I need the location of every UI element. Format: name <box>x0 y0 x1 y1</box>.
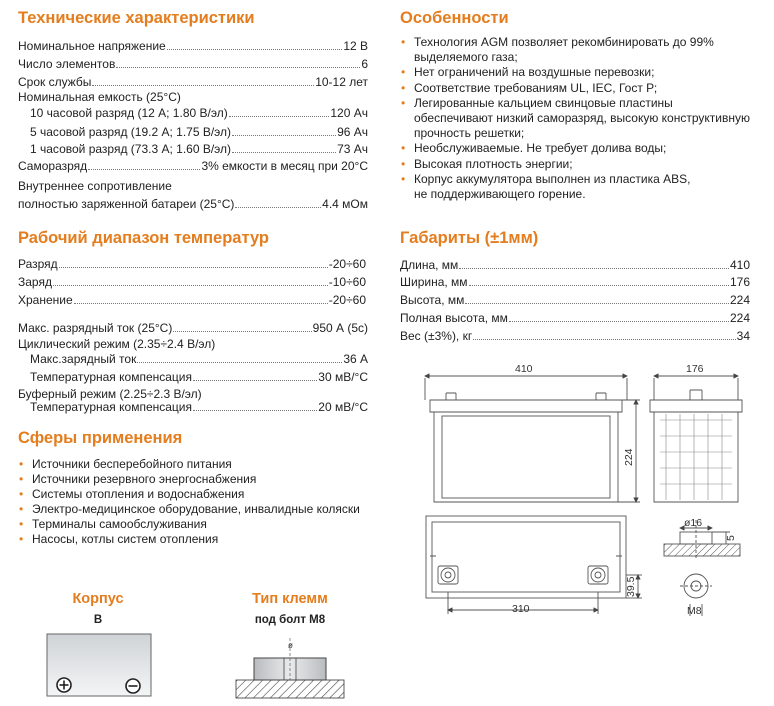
spec-row <box>18 73 368 89</box>
list-item: • Электро-медицинское оборудование, инвалидные коляски <box>18 502 360 517</box>
specs-title: Технические характеристики <box>18 9 255 27</box>
temp-value: 950 А (5с) <box>312 321 368 335</box>
dims-label: Полная высота, мм <box>400 311 508 325</box>
list-item: • Системы отопления и водоснабжения <box>18 487 360 502</box>
temp-label: Температурная компенсация <box>30 370 192 384</box>
dims-row <box>400 273 750 289</box>
temp-label: Хранение <box>18 293 73 307</box>
temp-row <box>18 273 366 289</box>
temp-value: 20 мВ/°С <box>318 400 368 414</box>
list-item: • Источники бесперебойного питания <box>18 457 360 472</box>
spec-label: Саморазряд <box>18 159 88 173</box>
list-item-continuation: обеспечивают низкий саморазряд, высокую конструктивную <box>414 111 750 126</box>
dims-value: 224 <box>729 293 750 307</box>
spec-value: 3% емкости в месяц при 20°С <box>201 159 368 173</box>
temp-row <box>18 255 366 271</box>
terminal-bolt-diameter: ø <box>288 641 293 650</box>
spec-row <box>30 123 368 139</box>
list-item: • Источники резервного энергоснабжения <box>18 472 360 487</box>
list-item: • Легированные кальцием свинцовые пластины <box>400 96 750 111</box>
drawing-length-label: 410 <box>515 363 533 375</box>
list-item: • Соответствие требованиям UL, IEC, Гост Р; <box>400 81 750 96</box>
temp-row <box>30 368 368 384</box>
list-item: • Терминалы самообслуживания <box>18 517 360 532</box>
list-item-continuation: выделяемого газа; <box>414 50 518 65</box>
temp-row <box>18 319 368 335</box>
dims-label: Ширина, мм <box>400 275 468 289</box>
case-value: B <box>93 614 103 626</box>
temp-row <box>30 398 368 414</box>
dims-row <box>400 291 750 307</box>
battery-dimension-drawing <box>400 352 770 622</box>
temp-value: -20÷60 <box>328 293 366 307</box>
spec-row <box>30 140 368 156</box>
spec-value: 120 Ач <box>330 106 368 120</box>
dims-label: Вес (±3%), кг <box>400 329 473 343</box>
dims-row <box>400 256 750 272</box>
spec-value: 96 Ач <box>337 125 368 139</box>
spec-resistance-label: Внутреннее сопротивление <box>18 179 172 193</box>
case-drawing <box>45 632 155 698</box>
temp-label: Заряд <box>18 275 52 289</box>
features-title: Особенности <box>400 9 509 27</box>
temp-label: Разряд <box>18 257 58 271</box>
spec-label: Срок службы <box>18 75 92 89</box>
list-item: • Высокая плотность энергии; <box>400 157 750 172</box>
dims-row <box>400 309 750 325</box>
terminal-value: под болт М8 <box>254 614 326 626</box>
spec-value: 12 В <box>343 39 368 53</box>
drawing-bolt-diameter-label: ø16 <box>684 517 703 529</box>
dims-value: 176 <box>729 275 750 289</box>
spec-label: полностью заряженной батареи (25°С) <box>18 197 235 211</box>
drawing-thread-label: M8 <box>687 605 702 617</box>
temp-title: Рабочий диапазон температур <box>18 229 270 247</box>
drawing-width-label: 176 <box>686 363 704 375</box>
dims-value: 410 <box>729 258 750 272</box>
minus-terminal-icon <box>126 679 140 693</box>
list-item: • Необслуживаемые. Не требует долива воды; <box>400 141 750 156</box>
plus-terminal-icon <box>57 678 71 692</box>
applications-title: Сферы применения <box>18 429 183 447</box>
spec-label: Число элементов <box>18 57 116 71</box>
temp-value: -20÷60 <box>328 257 366 271</box>
list-item: • Корпус аккумулятора выполнен из пластика ABS, <box>400 172 750 187</box>
spec-capacity-label: Номинальная емкость (25°С) <box>18 90 181 104</box>
temp-cyclic-label: Циклический режим (2.35÷2.4 В/эл) <box>18 337 216 351</box>
case-title: Корпус <box>72 591 124 607</box>
spec-label: 10 часовой разряд (12 А; 1.80 В/эл) <box>30 106 228 120</box>
spec-row <box>18 157 368 173</box>
dims-title: Габариты (±1мм) <box>400 229 539 247</box>
list-item-continuation: не поддерживающего горение. <box>414 187 586 202</box>
temp-row <box>30 350 368 366</box>
temp-float-label: Буферный режим (2.25÷2.3 В/эл) <box>18 387 202 401</box>
spec-value: 6 <box>361 57 368 71</box>
features-list <box>400 35 750 202</box>
list-item: • Технология AGM позволяет рекомбинировать до 99% <box>400 35 750 50</box>
applications-list <box>18 457 360 547</box>
list-item: • Насосы, котлы систем отопления <box>18 532 360 547</box>
dims-row <box>400 327 750 343</box>
spec-value: 73 Ач <box>337 142 368 156</box>
dims-label: Высота, мм <box>400 293 465 307</box>
temp-value: 30 мВ/°С <box>318 370 368 384</box>
spec-row <box>18 195 368 211</box>
spec-row <box>30 104 368 120</box>
dims-value: 224 <box>729 311 750 325</box>
drawing-height-label: 224 <box>623 448 635 466</box>
spec-value: 10-12 лет <box>315 75 368 89</box>
temp-value: -10÷60 <box>328 275 366 289</box>
temp-row <box>18 291 366 307</box>
spec-value: 4.4 мОм <box>322 197 368 211</box>
temp-label: Температурная компенсация <box>30 400 192 414</box>
drawing-pitch-label: 310 <box>512 603 530 615</box>
temp-label: Макс.зарядный ток <box>30 352 137 366</box>
list-item: • Нет ограничений на воздушные перевозки; <box>400 65 750 80</box>
terminal-drawing <box>234 632 346 702</box>
dims-value: 34 <box>736 329 750 343</box>
temp-label: Макс. разрядный ток (25°С) <box>18 321 173 335</box>
temp-value: 36 А <box>343 352 368 366</box>
dims-label: Длина, мм <box>400 258 459 272</box>
terminal-title: Тип клемм <box>252 591 328 607</box>
spec-label: Номинальное напряжение <box>18 39 166 53</box>
drawing-bolt-height-label: 5 <box>725 535 737 541</box>
spec-label: 5 часовой разряд (19.2 А; 1.75 В/эл) <box>30 125 232 139</box>
spec-label: 1 часовой разряд (73.3 А; 1.60 В/эл) <box>30 142 232 156</box>
spec-row <box>18 55 368 71</box>
spec-row <box>18 37 368 53</box>
drawing-offset-label: 39.5 <box>625 576 637 597</box>
list-item-continuation: прочность решетки; <box>414 126 525 141</box>
